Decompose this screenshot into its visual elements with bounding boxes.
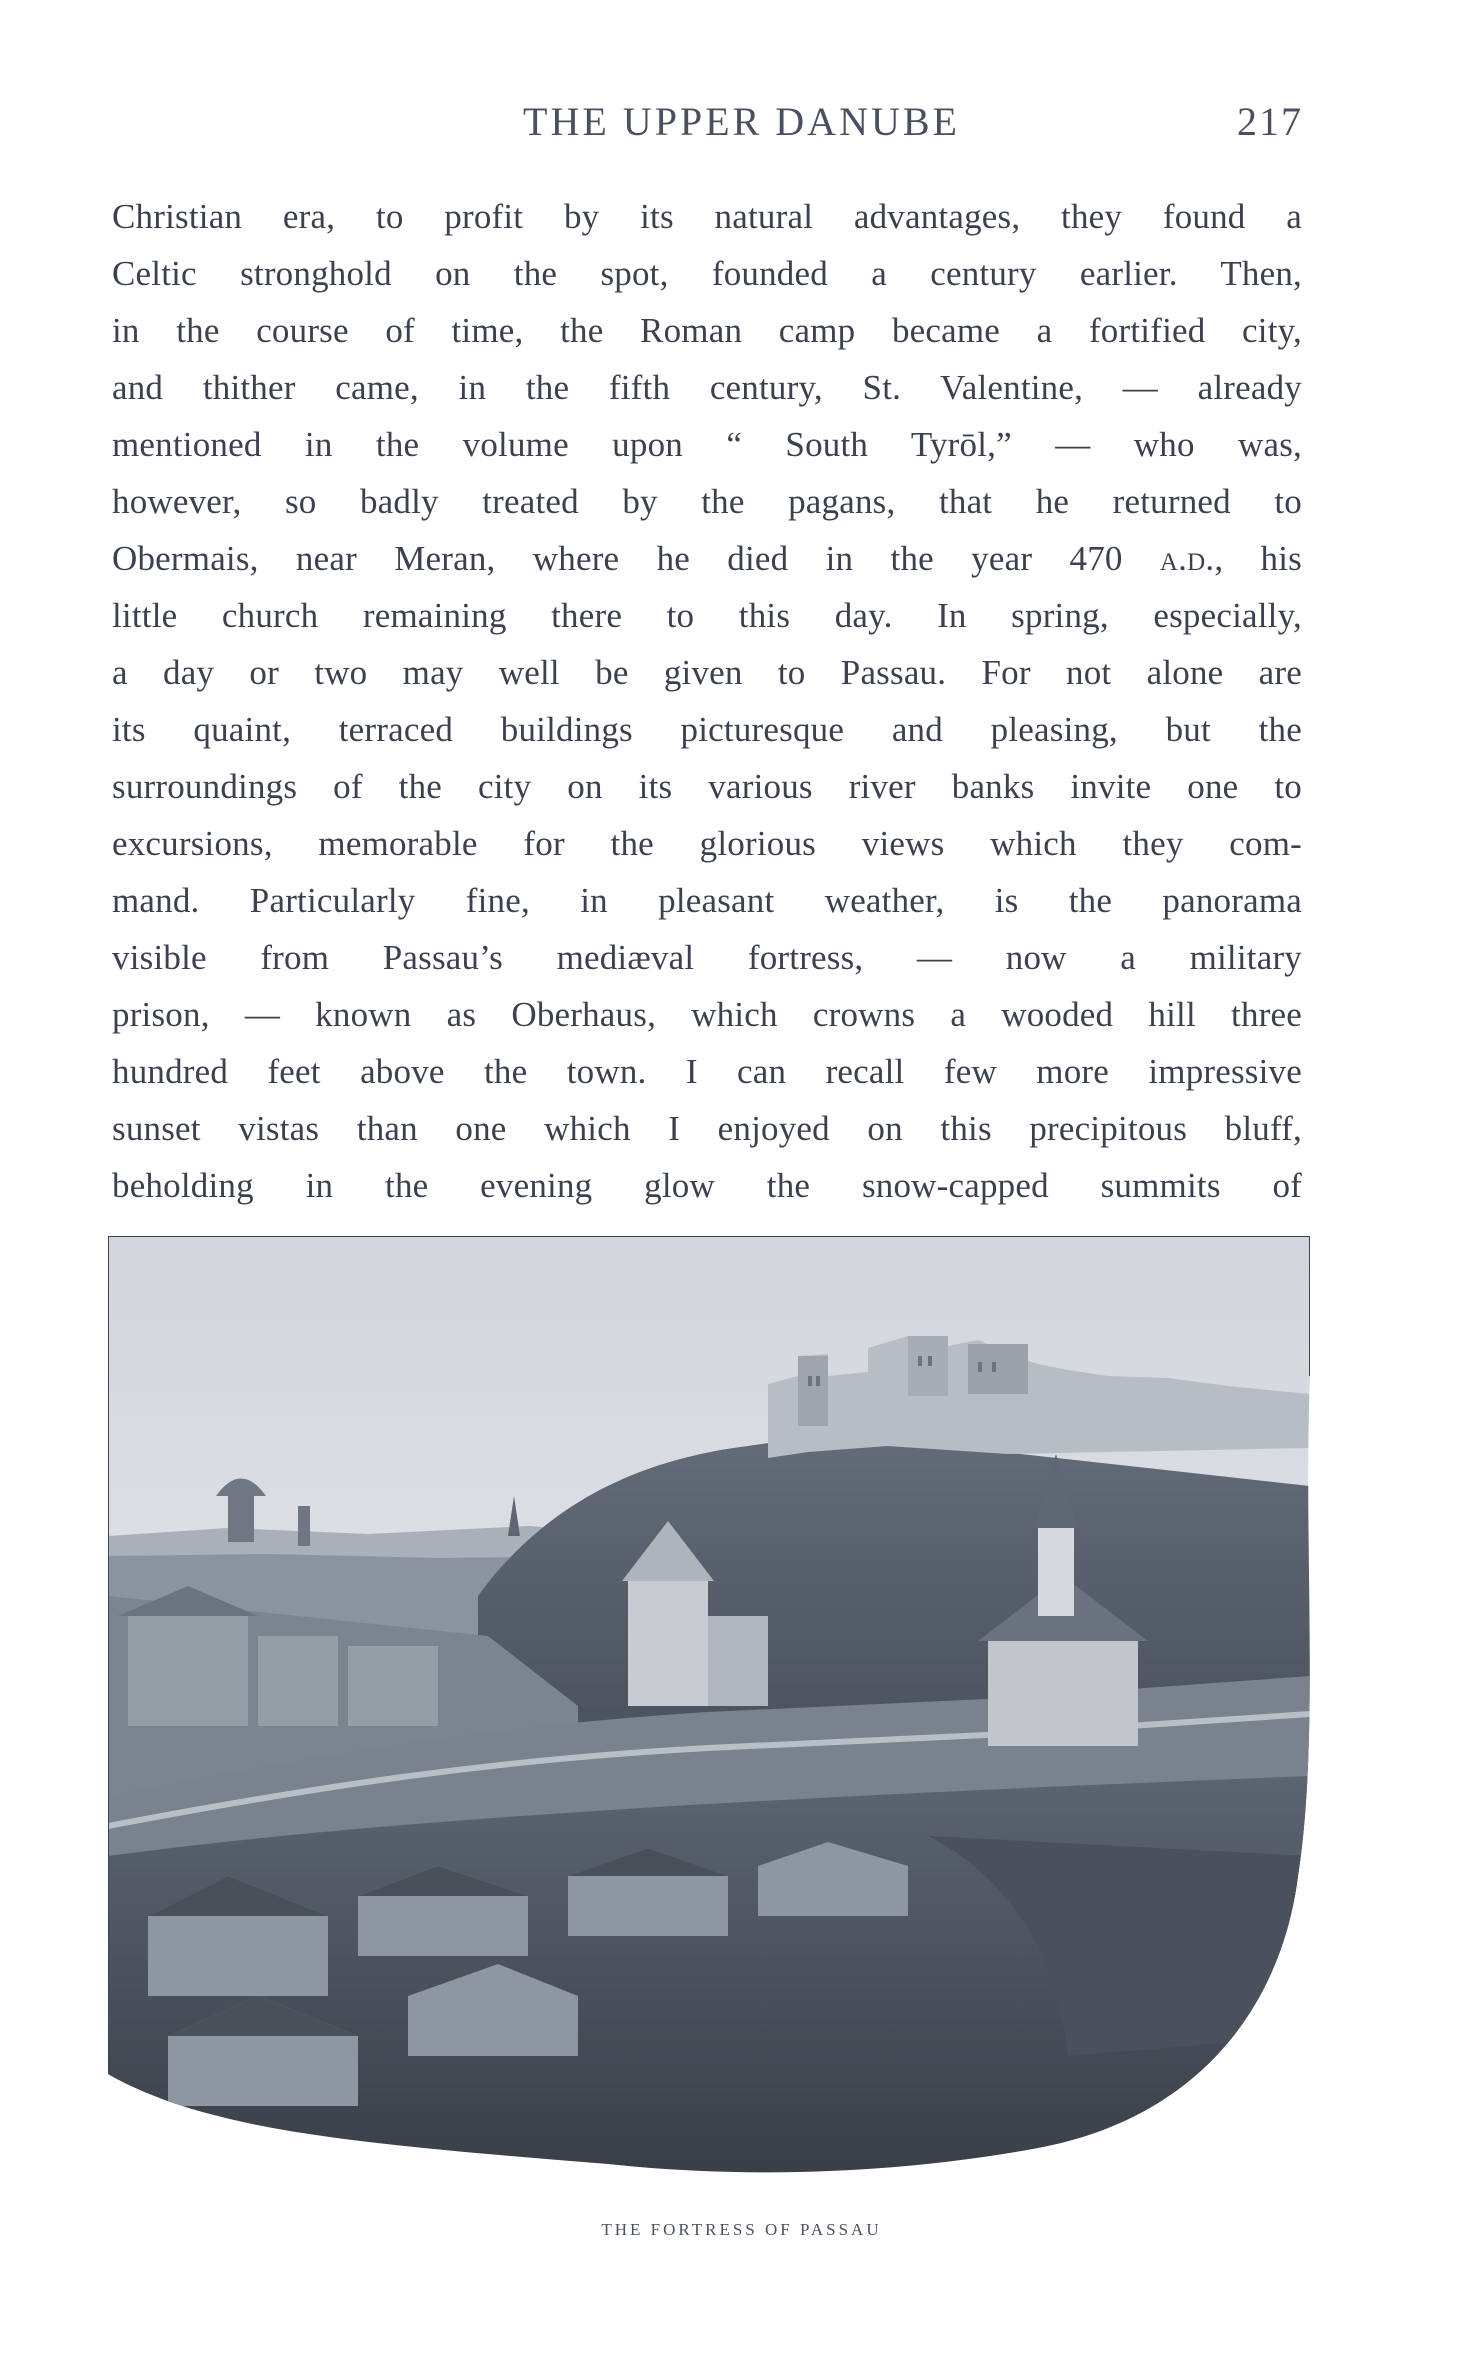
running-title: THE UPPER DANUBE xyxy=(523,99,960,144)
text-line-17: sunset vistas than one which I enjoyed on this precipitous bluff, xyxy=(112,1109,1302,1148)
text-line-2: Celtic stronghold on the spot, founded a century earlier. Then, xyxy=(112,254,1302,293)
text-line-13: mand. Particularly fine, in pleasant weather, is the panorama xyxy=(112,881,1302,920)
page-number: 217 xyxy=(1237,99,1303,144)
text-line-6: however, so badly treated by the pagans, that he returned to xyxy=(112,482,1302,521)
figure-caption: THE FORTRESS OF PASSAU xyxy=(601,2220,882,2239)
text-line-14: visible from Passau’s mediæval fortress, — now a military xyxy=(112,938,1302,977)
text-line-4: and thither came, in the fifth century, St. Valentine, — already xyxy=(112,368,1302,407)
text-line-18: beholding in the evening glow the snow-capped summits of xyxy=(112,1166,1302,1205)
text-line-7-end: , his xyxy=(1214,539,1303,578)
fortress-photo-illustration xyxy=(108,1236,1310,2186)
text-line-16: hundred feet above the town. I can recall few more impressive xyxy=(112,1052,1302,1091)
text-line-10: its quaint, terraced buildings picturesque and pleasing, but the xyxy=(112,710,1302,749)
text-line-3: in the course of time, the Roman camp became a fortified city, xyxy=(112,311,1302,350)
text-line-7-main: Obermais, near Meran, where he died in the year 470 xyxy=(112,539,1123,578)
fortress-photograph xyxy=(108,1236,1310,2186)
text-line-7 xyxy=(112,530,1302,587)
text-line-12: excursions, memorable for the glorious views which they com- xyxy=(112,824,1302,863)
text-line-15: prison, — known as Oberhaus, which crowns a wooded hill three xyxy=(112,995,1302,1034)
text-line-11: surroundings of the city on its various river banks invite one to xyxy=(112,767,1302,806)
text-line-8: little church remaining there to this day. In spring, especially, xyxy=(112,596,1302,635)
running-head xyxy=(0,98,1483,146)
text-line-1: Christian era, to profit by its natural advantages, they found a xyxy=(112,197,1302,236)
text-line-5: mentioned in the volume upon “ South Tyrōl,” — who was, xyxy=(112,425,1302,464)
text-line-9: a day or two may well be given to Passau. For not alone are xyxy=(112,653,1302,692)
body-text xyxy=(112,188,1302,1214)
text-line-7-abbrev: a.d. xyxy=(1159,539,1215,578)
